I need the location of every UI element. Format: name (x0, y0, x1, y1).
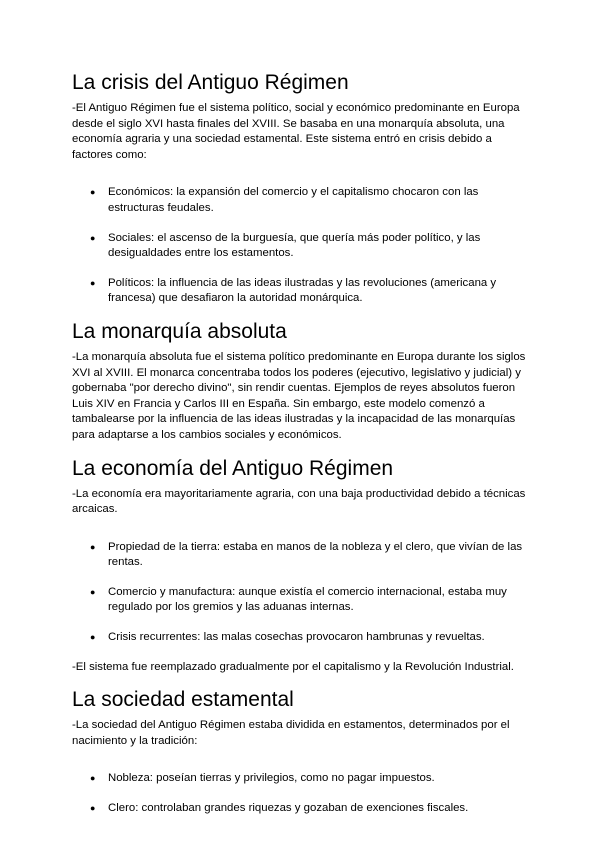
list-item-text: Comercio y manufactura: aunque existía el comercio internacional, estaba muy regulado por los gremios y las aduanas internas. (108, 585, 507, 614)
list-item (72, 231, 530, 262)
bullet-list (72, 540, 530, 646)
list-item-text: Económicos: la expansión del comercio y el capitalismo chocaron con las estructuras feudales. (108, 186, 479, 214)
list-item-text: Propiedad de la tierra: estaba en manos de la nobleza y el clero, que vivían de las rentas. (108, 540, 523, 569)
list-item-text: Clero: controlaban grandes riquezas y gozaban de exenciones fiscales. (108, 802, 469, 815)
list-item-text: Políticos: la influencia de las ideas ilustradas y las revoluciones (americana y francesa) que desafiaron la autoridad monárquica. (108, 276, 497, 305)
bullet-icon: ● (90, 586, 96, 597)
list-item-text: Sociales: el ascenso de la burguesía, que quería más poder político, y las desigualdades entre los estamentos. (108, 231, 481, 260)
list-item (72, 771, 530, 787)
section-sociedad (72, 687, 530, 816)
list-item (72, 801, 530, 817)
section-intro: -La monarquía absoluta fue el sistema político predominante en Europa durante los siglos XVI al XVIII. El monarca concentraba todos los poderes (ejecutivo, legislativo y judicial) y gobernaba "por derecho divino", sin rendir cuentas. Ejemplos de reyes absolutos fueron Luis XIV en Francia y Carlos III en España. Sin embargo, este modelo comenzó a tambalearse por la influencia de las ideas ilustradas y la incapacidad de las monarquías para adaptarse a los cambios sociales y económicos. (72, 350, 526, 441)
list-item (72, 185, 530, 216)
bullet-icon: ● (90, 277, 96, 288)
section-crisis (72, 70, 530, 307)
document-page (72, 70, 530, 817)
section-title: La sociedad estamental (72, 688, 294, 712)
bullet-icon: ● (90, 632, 96, 643)
list-item (72, 540, 530, 571)
list-item (72, 630, 530, 646)
section-intro: -El Antiguo Régimen fue el sistema político, social y económico predominante en Europa desde el siglo XVI hasta finales del XVIII. Se basaba en una monarquía absoluta, una economía agraria y una sociedad estamental. Este sistema entró en crisis debido a factores como: (72, 102, 520, 161)
list-item-text: Crisis recurrentes: las malas cosechas provocaron hambrunas y revueltas. (108, 631, 485, 644)
section-closing: -El sistema fue reemplazado gradualmente por el capitalismo y la Revolución Industrial. (72, 660, 514, 673)
section-title: La economía del Antiguo Régimen (72, 456, 394, 480)
list-item (72, 585, 530, 616)
bullet-icon: ● (90, 187, 96, 198)
list-item-text: Nobleza: poseían tierras y privilegios, como no pagar impuestos. (108, 772, 435, 785)
bullet-list (72, 771, 530, 816)
list-item (72, 276, 530, 307)
section-title: La crisis del Antiguo Régimen (72, 71, 349, 94)
section-title: La monarquía absoluta (72, 319, 287, 343)
section-intro: -La economía era mayoritariamente agraria, con una baja productividad debido a técnicas arcaicas. (72, 487, 526, 516)
section-intro: -La sociedad del Antiguo Régimen estaba dividida en estamentos, determinados por el nacimiento y la tradición: (72, 719, 510, 747)
section-economia (72, 456, 530, 676)
bullet-icon: ● (90, 232, 96, 243)
section-monarquia (72, 319, 530, 444)
bullet-icon: ● (90, 773, 96, 784)
bullet-list (72, 185, 530, 307)
bullet-icon: ● (90, 541, 96, 552)
bullet-icon: ● (90, 803, 96, 814)
